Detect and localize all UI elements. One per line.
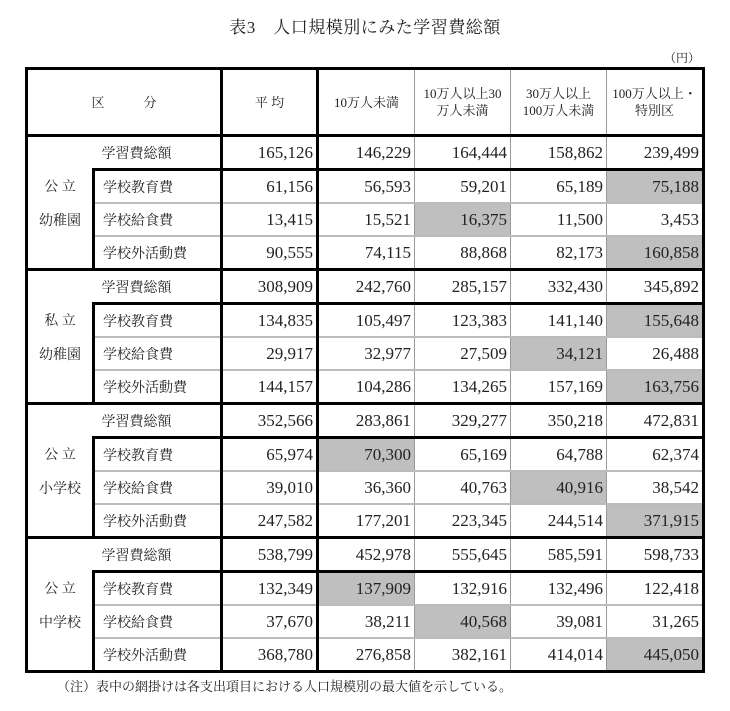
footnote: （注）表中の網掛けは各支出項目における人口規模別の最大値を示している。 [57, 679, 513, 694]
value-cell: 36,360 [318, 471, 415, 504]
table-row [27, 170, 704, 204]
group-label-cell: 公 立 [44, 448, 76, 464]
table-row [27, 605, 704, 638]
value-cell: 34,121 [511, 337, 607, 370]
value-cell: 242,760 [318, 270, 415, 304]
value-cell: 40,568 [415, 605, 511, 638]
value-cell: 16,375 [415, 203, 511, 236]
row-label: 学校外活動費 [94, 638, 222, 672]
value-cell: 88,868 [415, 236, 511, 270]
table-row [27, 572, 704, 606]
average-value-cell: 368,780 [222, 638, 318, 672]
unit-label: （円） [663, 51, 700, 65]
total-row [27, 136, 704, 170]
average-value-cell: 538,799 [222, 538, 318, 572]
value-cell: 155,648 [607, 304, 704, 338]
table-row [27, 438, 704, 472]
average-value-cell: 165,126 [222, 136, 318, 170]
average-value-cell: 247,582 [222, 504, 318, 538]
value-cell: 27,509 [415, 337, 511, 370]
value-cell: 350,218 [511, 404, 607, 438]
average-value-cell: 134,835 [222, 304, 318, 338]
value-cell: 82,173 [511, 236, 607, 270]
value-cell: 56,593 [318, 170, 415, 204]
row-label: 学習費総額 [94, 270, 222, 304]
row-label: 学習費総額 [94, 136, 222, 170]
value-cell: 329,277 [415, 404, 511, 438]
row-label: 学校給食費 [94, 605, 222, 638]
group-label-cell: 幼稚園 [39, 347, 81, 363]
value-cell: 132,496 [511, 572, 607, 606]
row-label: 学校給食費 [94, 203, 222, 236]
group-label-cell [27, 538, 94, 572]
header-row [27, 69, 704, 136]
value-cell: 158,862 [511, 136, 607, 170]
value-cell: 122,418 [607, 572, 704, 606]
value-cell: 177,201 [318, 504, 415, 538]
value-cell: 38,211 [318, 605, 415, 638]
value-cell: 371,915 [607, 504, 704, 538]
row-label: 学校教育費 [94, 170, 222, 204]
table-row [27, 638, 704, 672]
average-value-cell: 144,157 [222, 370, 318, 404]
average-value-cell: 39,010 [222, 471, 318, 504]
group-label-cell: 私 立 [44, 314, 76, 330]
group-label-cell: 公 立 [44, 180, 76, 196]
value-cell: 39,081 [511, 605, 607, 638]
group-label-cell: 中学校 [39, 615, 81, 631]
value-cell: 345,892 [607, 270, 704, 304]
value-cell: 244,514 [511, 504, 607, 538]
value-cell: 164,444 [415, 136, 511, 170]
header-100k-300k: 10万人以上30 万人未満 [415, 69, 511, 136]
cost-table [25, 67, 705, 673]
average-value-cell: 37,670 [222, 605, 318, 638]
value-cell: 332,430 [511, 270, 607, 304]
row-label: 学校教育費 [94, 572, 222, 606]
row-label: 学校教育費 [94, 304, 222, 338]
header-average: 平 均 [222, 69, 318, 136]
group-label-cell: 公 立 [44, 582, 76, 598]
value-cell: 285,157 [415, 270, 511, 304]
table-row [27, 337, 704, 370]
value-cell: 59,201 [415, 170, 511, 204]
total-row [27, 270, 704, 304]
value-cell: 38,542 [607, 471, 704, 504]
value-cell: 104,286 [318, 370, 415, 404]
value-cell: 239,499 [607, 136, 704, 170]
header-300k-1m: 30万人以上 100万人未満 [511, 69, 607, 136]
value-cell: 163,756 [607, 370, 704, 404]
value-cell: 472,831 [607, 404, 704, 438]
average-value-cell: 352,566 [222, 404, 318, 438]
group-label-cell [27, 504, 94, 538]
table-row [27, 504, 704, 538]
table-row [27, 236, 704, 270]
value-cell: 64,788 [511, 438, 607, 472]
row-label: 学習費総額 [94, 538, 222, 572]
group-label-cell: 幼稚園 [39, 213, 81, 229]
value-cell: 40,916 [511, 471, 607, 504]
value-cell: 382,161 [415, 638, 511, 672]
value-cell: 452,978 [318, 538, 415, 572]
value-cell: 26,488 [607, 337, 704, 370]
value-cell: 146,229 [318, 136, 415, 170]
value-cell: 31,265 [607, 605, 704, 638]
group-label-cell [27, 638, 94, 672]
header-under-100k: 10万人未満 [318, 69, 415, 136]
value-cell: 105,497 [318, 304, 415, 338]
group-label-cell: 小学校 [39, 481, 81, 497]
value-cell: 141,140 [511, 304, 607, 338]
value-cell: 70,300 [318, 438, 415, 472]
row-label: 学校教育費 [94, 438, 222, 472]
average-value-cell: 65,974 [222, 438, 318, 472]
table-row [27, 203, 704, 236]
value-cell: 555,645 [415, 538, 511, 572]
group-label-cell [27, 236, 94, 270]
row-label: 学習費総額 [94, 404, 222, 438]
value-cell: 74,115 [318, 236, 415, 270]
group-label-cell [27, 136, 94, 170]
total-row [27, 404, 704, 438]
value-cell: 65,169 [415, 438, 511, 472]
value-cell: 40,763 [415, 471, 511, 504]
value-cell: 276,858 [318, 638, 415, 672]
value-cell: 157,169 [511, 370, 607, 404]
value-cell: 32,977 [318, 337, 415, 370]
value-cell: 3,453 [607, 203, 704, 236]
row-label: 学校外活動費 [94, 236, 222, 270]
value-cell: 62,374 [607, 438, 704, 472]
value-cell: 137,909 [318, 572, 415, 606]
value-cell: 75,188 [607, 170, 704, 204]
group-label-cell [27, 370, 94, 404]
group-label-cell [27, 270, 94, 304]
table-row [27, 471, 704, 504]
value-cell: 65,189 [511, 170, 607, 204]
value-cell: 160,858 [607, 236, 704, 270]
row-label: 学校外活動費 [94, 370, 222, 404]
value-cell: 15,521 [318, 203, 415, 236]
header-over-1m: 100万人以上・ 特別区 [607, 69, 704, 136]
average-value-cell: 29,917 [222, 337, 318, 370]
value-cell: 598,733 [607, 538, 704, 572]
value-cell: 414,014 [511, 638, 607, 672]
value-cell: 11,500 [511, 203, 607, 236]
value-cell: 283,861 [318, 404, 415, 438]
table-title: 表3 人口規模別にみた学習費総額 [229, 18, 501, 37]
value-cell: 445,050 [607, 638, 704, 672]
table-row [27, 370, 704, 404]
row-label: 学校給食費 [94, 471, 222, 504]
average-value-cell: 90,555 [222, 236, 318, 270]
value-cell: 134,265 [415, 370, 511, 404]
average-value-cell: 308,909 [222, 270, 318, 304]
value-cell: 585,591 [511, 538, 607, 572]
row-label: 学校給食費 [94, 337, 222, 370]
average-value-cell: 61,156 [222, 170, 318, 204]
row-label: 学校外活動費 [94, 504, 222, 538]
average-value-cell: 13,415 [222, 203, 318, 236]
group-label-cell [27, 404, 94, 438]
table-row [27, 304, 704, 338]
value-cell: 123,383 [415, 304, 511, 338]
value-cell: 223,345 [415, 504, 511, 538]
average-value-cell: 132,349 [222, 572, 318, 606]
value-cell: 132,916 [415, 572, 511, 606]
table-body [27, 136, 704, 672]
total-row [27, 538, 704, 572]
header-category: 区 分 [27, 69, 222, 136]
